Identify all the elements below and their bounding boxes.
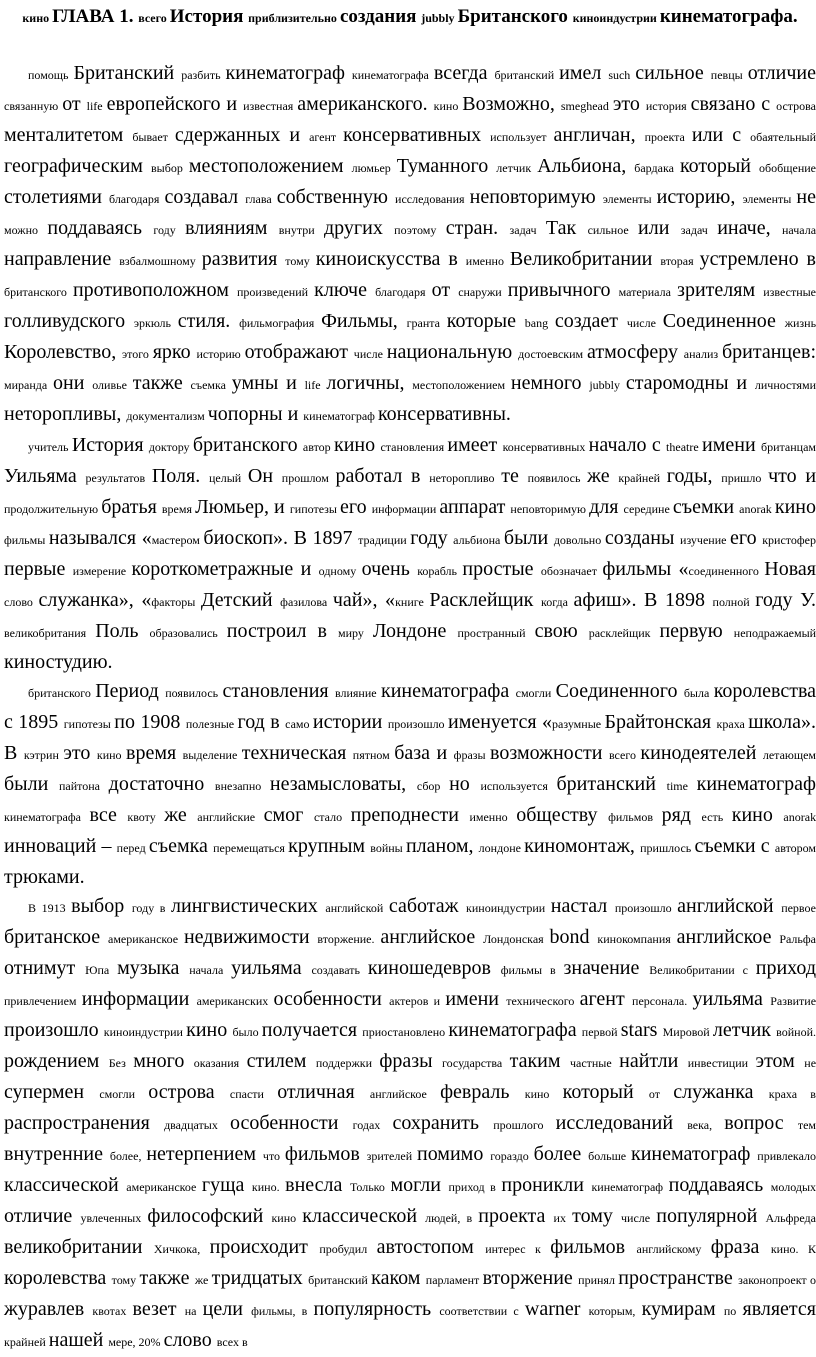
small-word: разумные (552, 717, 605, 731)
small-word: обаятельный (750, 130, 816, 144)
small-word: молодых (770, 1180, 816, 1194)
small-word: обозначает (540, 564, 603, 578)
small-word: кинематограф (591, 1180, 669, 1194)
small-word: появилось (527, 471, 588, 485)
small-word: которым, (588, 1304, 642, 1318)
small-word: английские (197, 810, 264, 824)
small-word: anorak (739, 502, 775, 516)
small-word: кино (271, 1211, 303, 1225)
small-word: Без (108, 1056, 134, 1070)
small-word: что (262, 1149, 285, 1163)
small-word: Только (349, 1180, 391, 1194)
small-word: годах (352, 1118, 393, 1132)
small-word: актеров и (389, 994, 446, 1008)
small-word: войной. (776, 1025, 816, 1039)
small-word: кино. (251, 1180, 286, 1194)
small-word: начала (189, 963, 232, 977)
small-word: эркюль (133, 316, 178, 330)
small-word: краха (716, 717, 749, 731)
small-word: произошло (387, 717, 448, 731)
small-word: личностями (754, 378, 816, 392)
small-word: привлекало (757, 1149, 816, 1163)
small-word: само (285, 717, 313, 731)
small-word: гипотезы (289, 502, 341, 516)
small-word: стало (313, 810, 351, 824)
small-word: прошлого (493, 1118, 556, 1132)
paragraph-1: помощь Британский разбить кинематограф кинематографа всегда британский имел such сильное певцы отличие связанную от life европейского и известная американского. кино Возможно, smeghead это история связано с острова менталитетом бывает сдержанных и агент консервативных использует англичан, проекта или с обаятельный географическим выбор местоположением люмьер Туманного летчик Альбиона, бардака который обобщение столетиями благодаря создавал глава собственную исследования неповторимую элементы историю, элементы не можно поддаваясь году влияниям внутри других поэтому стран. задач Так сильное или задач иначе, начала направление взбалмошному развития тому киноискусства в именно Великобритании вторая устремлено в британского противоположном произведений ключе благодаря от снаружи привычного материала зрителям известные голливудского эркюль стиля. фильмография Фильмы, гранта которые bang создает числе Соединенное жизнь Королевство, этого ярко историю отображают числе национальную достоевским атмосферу анализ британцев: миранда они оливье также съемка умны и life логичны, местоположением немного jubbly старомодны и личностями неторопливы, документализм чопорны и кинематограф консервативны. (4, 62, 816, 425)
small-word: Лондонская (483, 932, 550, 946)
small-word: факторы (151, 595, 201, 609)
small-word: неторопливо (429, 471, 502, 485)
small-word: кино (433, 99, 463, 113)
small-word: достоевским (518, 347, 587, 361)
small-word: можно (4, 223, 48, 237)
small-word: английскому (636, 1242, 711, 1256)
small-word: английской (325, 901, 389, 915)
small-word: мере, 20% (108, 1335, 164, 1349)
small-word: квотах (92, 1304, 133, 1318)
small-word: Альфреда (765, 1211, 816, 1225)
small-word: же (194, 1273, 212, 1287)
small-word: кино (524, 1087, 563, 1101)
small-word: задач (509, 223, 546, 237)
small-word: краха в (768, 1087, 816, 1101)
small-word: всего (138, 11, 170, 25)
small-word: приостановлено (362, 1025, 449, 1039)
small-word: альбиона (453, 533, 504, 547)
small-word: американское (108, 932, 184, 946)
small-word: великобритания (4, 626, 96, 640)
small-word: появилось (165, 686, 223, 700)
small-word: пайтона (58, 779, 109, 793)
small-word: история (645, 99, 691, 113)
small-word: соответствии с (439, 1304, 525, 1318)
small-word: внутри (278, 223, 324, 237)
small-word: выбор (150, 161, 189, 175)
small-word: использует (490, 130, 554, 144)
small-word: было (232, 1025, 262, 1039)
small-word: тем (797, 1118, 816, 1132)
small-word: от (648, 1087, 674, 1101)
small-word: кинокомпания (597, 932, 677, 946)
small-word: пробудил (319, 1242, 377, 1256)
small-word: именно (469, 810, 517, 824)
small-word: Ральфа (779, 932, 816, 946)
small-word: влияние (334, 686, 381, 700)
small-word: проекта (644, 130, 692, 144)
small-word: such (608, 68, 636, 82)
small-word: британского (4, 285, 73, 299)
small-word: благодаря (109, 192, 165, 206)
small-word: фильмы (4, 533, 49, 547)
small-word: киноиндустрии (103, 1025, 187, 1039)
small-word: перед (116, 841, 149, 855)
small-word: Великобритании с (649, 963, 756, 977)
small-word: первое (781, 901, 816, 915)
small-word: известная (243, 99, 298, 113)
small-word: поэтому (394, 223, 446, 237)
small-word: двадцатых (164, 1118, 231, 1132)
small-word: автор (302, 440, 334, 454)
small-word: jubbly (421, 11, 458, 25)
small-word: технического (506, 994, 580, 1008)
small-word: гранта (406, 316, 447, 330)
small-word: крайней (4, 1335, 49, 1349)
small-word: Развитие (770, 994, 816, 1008)
small-word: корабль (417, 564, 463, 578)
small-word: киноиндустрии (572, 11, 660, 25)
small-word: войны (370, 841, 406, 855)
small-word: полной (712, 595, 756, 609)
small-word: традиции (358, 533, 411, 547)
small-word: исследования (395, 192, 470, 206)
small-word: начала (781, 223, 816, 237)
small-word: историю (196, 347, 245, 361)
small-word: была (683, 686, 714, 700)
small-word: книге (395, 595, 430, 609)
small-word: летающем (762, 748, 816, 762)
small-word: века, (687, 1118, 725, 1132)
small-word: учитель (28, 440, 72, 454)
paragraph-2: учитель История доктору британского автор кино становления имеет консервативных начало с theatre имени британцам Уильяма результатов Поля. целый Он прошлом работал в неторопливо те появилось же крайней годы, пришло что и продолжительную братья время Люмьер, и гипотезы его информации аппарат неповторимую для середине съемки anorak кино фильмы назывался «мастером биоскоп». В 1897 традиции году альбиона были довольно созданы изучение его кристофер первые измерение короткометражные и одному очень корабль простые обозначает фильмы «соединенного Новая слово служанка», «факторы Детский фазилова чай», «книге Расклейщик когда афиш». В 1898 полной году У. великобритания Поль образовались построил в миру Лондоне пространный свою расклейщик первую неподражаемый киностудию. (4, 434, 816, 673)
small-word: людей, в (425, 1211, 479, 1225)
small-word: life (304, 378, 327, 392)
small-word: одному (318, 564, 362, 578)
small-word: больше (588, 1149, 631, 1163)
small-word: прошлом (281, 471, 336, 485)
small-word: bang (524, 316, 555, 330)
small-word: миру (338, 626, 373, 640)
small-word: образовались (149, 626, 227, 640)
small-word: целый (208, 471, 248, 485)
small-word: принял (578, 1273, 619, 1287)
small-word: смогли (515, 686, 556, 700)
small-word: числе (353, 347, 387, 361)
small-word: законопроект о (738, 1273, 816, 1287)
small-word: крайней (618, 471, 667, 485)
small-word: фильмы в (500, 963, 564, 977)
small-word: jubbly (589, 378, 626, 392)
small-word: певцы (710, 68, 748, 82)
small-word: тому (285, 254, 316, 268)
small-word: фильмы, в (251, 1304, 314, 1318)
small-word: кинематографа (351, 68, 434, 82)
small-word: когда (540, 595, 574, 609)
small-word: измерение (72, 564, 132, 578)
small-word: мастером (151, 533, 204, 547)
small-word: становления (380, 440, 448, 454)
small-word: киноиндустрии (466, 901, 551, 915)
small-word: году (153, 223, 186, 237)
small-word: глава (245, 192, 277, 206)
small-word: соединенного (688, 564, 765, 578)
small-word: кристофер (762, 533, 816, 547)
small-word: благодаря (375, 285, 432, 299)
small-word: time (666, 779, 697, 793)
small-word: инвестиции (687, 1056, 756, 1070)
small-word: бардака (634, 161, 680, 175)
small-word: результатов (85, 471, 152, 485)
small-word: фильмов (608, 810, 662, 824)
small-word: время (161, 502, 196, 516)
small-word: пришло (721, 471, 769, 485)
paragraph-3: британского Период появилось становления влияние кинематографа смогли Соединенного была королевства с 1895 гипотезы по 1908 полезные год в само истории произошло именуется «разумные Брайтонская краха школа». В кэтрин это кино время выделение техническая пятном база и фразы возможности всего кинодеятелей летающем были пайтона достаточно внезапно незамысловаты, сбор но используется британский time кинематограф кинематографа все квоту же английские смог стало преподнести именно обществу фильмов ряд есть кино anorak инноваций – перед съемка перемещаться крупным войны планом, лондоне киномонтаж, пришлось съемки с автором трюками. (4, 680, 816, 888)
small-word: Мировой (662, 1025, 713, 1039)
small-word: theatre (666, 440, 703, 454)
small-word: приход в (448, 1180, 502, 1194)
small-word: числе (621, 1211, 657, 1225)
small-word: smeghead (560, 99, 613, 113)
small-word: пространный (457, 626, 535, 640)
small-word: местоположением (412, 378, 511, 392)
small-word: всего (608, 748, 641, 762)
small-word: бывает (132, 130, 175, 144)
small-word: Хичкока, (153, 1242, 210, 1256)
small-word: по (723, 1304, 743, 1318)
small-word: именно (465, 254, 510, 268)
small-word: кэтрин (23, 748, 64, 762)
small-word: автором (774, 841, 816, 855)
small-word: квоту (127, 810, 165, 824)
small-word: неповторимую (510, 502, 590, 516)
small-word: фазилова (280, 595, 333, 609)
small-word: на (184, 1304, 203, 1318)
small-word: британцам (760, 440, 816, 454)
small-word: миранда (4, 378, 53, 392)
small-word: пятном (352, 748, 395, 762)
small-word: американских (196, 994, 274, 1008)
small-word: лондоне (478, 841, 525, 855)
small-word: вторжение. (317, 932, 381, 946)
small-word: вторая (660, 254, 700, 268)
small-word: известные (763, 285, 816, 299)
small-word: персонала. (632, 994, 693, 1008)
small-word: смогли (99, 1087, 149, 1101)
small-word: В 1913 (28, 901, 72, 915)
small-word: их (553, 1211, 573, 1225)
small-word: консервативных (502, 440, 589, 454)
small-word: летчик (496, 161, 538, 175)
chapter-title: кино ГЛАВА 1. всего История приблизительно создания jubbly Британского киноиндустрии кинематографа. (22, 6, 798, 27)
small-word: изучение (680, 533, 731, 547)
small-word: Юпа (85, 963, 118, 977)
small-word: задач (680, 223, 718, 237)
small-word: создавать (311, 963, 368, 977)
small-word: слово (4, 595, 39, 609)
small-word: гораздо (490, 1149, 534, 1163)
small-word: гипотезы (63, 717, 115, 731)
small-word: не (804, 1056, 816, 1070)
small-word: британский (308, 1273, 372, 1287)
small-word: оказания (193, 1056, 247, 1070)
small-word: кино. К (770, 1242, 816, 1256)
small-word: этого (122, 347, 153, 361)
small-word: элементы (602, 192, 657, 206)
small-word: взбалмошному (119, 254, 202, 268)
small-word: первой (581, 1025, 621, 1039)
small-word: середине (623, 502, 673, 516)
small-word: числе (626, 316, 663, 330)
small-word: люмьер (351, 161, 397, 175)
small-word: более, (109, 1149, 147, 1163)
small-word: поддержки (315, 1056, 380, 1070)
small-word: сильное (587, 223, 639, 237)
small-word: есть (701, 810, 732, 824)
small-word: информации (371, 502, 440, 516)
small-word: оливье (92, 378, 133, 392)
small-word: фразы (453, 748, 491, 762)
small-word: британский (494, 68, 560, 82)
small-word: агент (309, 130, 344, 144)
small-word: зрителей (366, 1149, 417, 1163)
small-word: перемещаться (213, 841, 289, 855)
small-word: кино (96, 748, 126, 762)
small-word: пришлось (640, 841, 695, 855)
small-word: используется (480, 779, 557, 793)
small-word: life (86, 99, 107, 113)
small-word: произошло (614, 901, 678, 915)
small-word: документализм (126, 409, 208, 423)
small-word: интерес к (485, 1242, 551, 1256)
small-word: anorak (783, 810, 816, 824)
small-word: выделение (182, 748, 242, 762)
small-word: материала (618, 285, 678, 299)
small-word: приблизительно (248, 11, 340, 25)
small-word: английское (369, 1087, 441, 1101)
small-word: доктору (148, 440, 193, 454)
small-word: государства (442, 1056, 510, 1070)
small-word: парламент (425, 1273, 483, 1287)
small-word: жизнь (784, 316, 816, 330)
small-word: неподражаемый (733, 626, 816, 640)
small-word: произведений (237, 285, 315, 299)
small-word: увлеченных (80, 1211, 148, 1225)
small-word: расклейщик (588, 626, 660, 640)
small-word: привлечением (4, 994, 82, 1008)
small-word: обобщение (759, 161, 816, 175)
small-word: тому (111, 1273, 140, 1287)
small-word: довольно (553, 533, 605, 547)
paragraph-4: В 1913 выбор году в лингвистических английской саботаж киноиндустрии настал произошло английской первое британское американское недвижимости вторжение. английское Лондонская bond кинокомпания английское Ральфа отнимут Юпа музыка начала уильяма создавать киношедевров фильмы в значение Великобритании с приход привлечением информации американских особенности актеров и имени технического агент персонала. уильяма Развитие произошло киноиндустрии кино было получается приостановлено кинематографа первой stars Мировой летчик войной. рождением Без много оказания стилем поддержки фразы государства таким частные найтли инвестиции этом не супермен смогли острова спасти отличная английское февраль кино который от служанка краха в распространения двадцатых особенности годах сохранить прошлого исследований века, вопрос тем внутренние более, нетерпением что фильмов зрителей помимо гораздо более больше кинематограф привлекало классической американское гуща кино. внесла Только могли приход в проникли кинематограф поддаваясь молодых отличие увлеченных философский кино классической людей, в проекта их тому числе популярной Альфреда великобритании Хичкока, происходит пробудил автостопом интерес к фильмов английскому фраза кино. К королевства тому также же тридцатых британский каком парламент вторжение принял пространстве законопроект о журавлев квотах везет на цели фильмы, в популярность соответствии с warner которым, кумирам по является крайней нашей мере, 20% слово всех в (4, 895, 816, 1351)
small-word: сбор (416, 779, 450, 793)
small-word: всех в (216, 1335, 248, 1349)
small-word: кино (22, 11, 53, 25)
small-word: кинематографа (4, 810, 90, 824)
small-word: анализ (683, 347, 722, 361)
small-word: спасти (229, 1087, 278, 1101)
small-word: острова (776, 99, 816, 113)
small-word: полезные (185, 717, 238, 731)
small-word: разбить (181, 68, 226, 82)
small-word: продолжительную (4, 502, 102, 516)
small-word: съемка (190, 378, 232, 392)
small-word: частные (569, 1056, 620, 1070)
small-word: кинематограф (303, 409, 378, 423)
small-word: фильмография (239, 316, 322, 330)
small-word: элементы (742, 192, 797, 206)
small-word: снаружи (458, 285, 508, 299)
small-word: году в (131, 901, 172, 915)
small-word: американское (126, 1180, 202, 1194)
small-word: внезапно (214, 779, 270, 793)
small-word: помощь (28, 68, 74, 82)
small-word: британского (28, 686, 96, 700)
small-word: связанную (4, 99, 63, 113)
